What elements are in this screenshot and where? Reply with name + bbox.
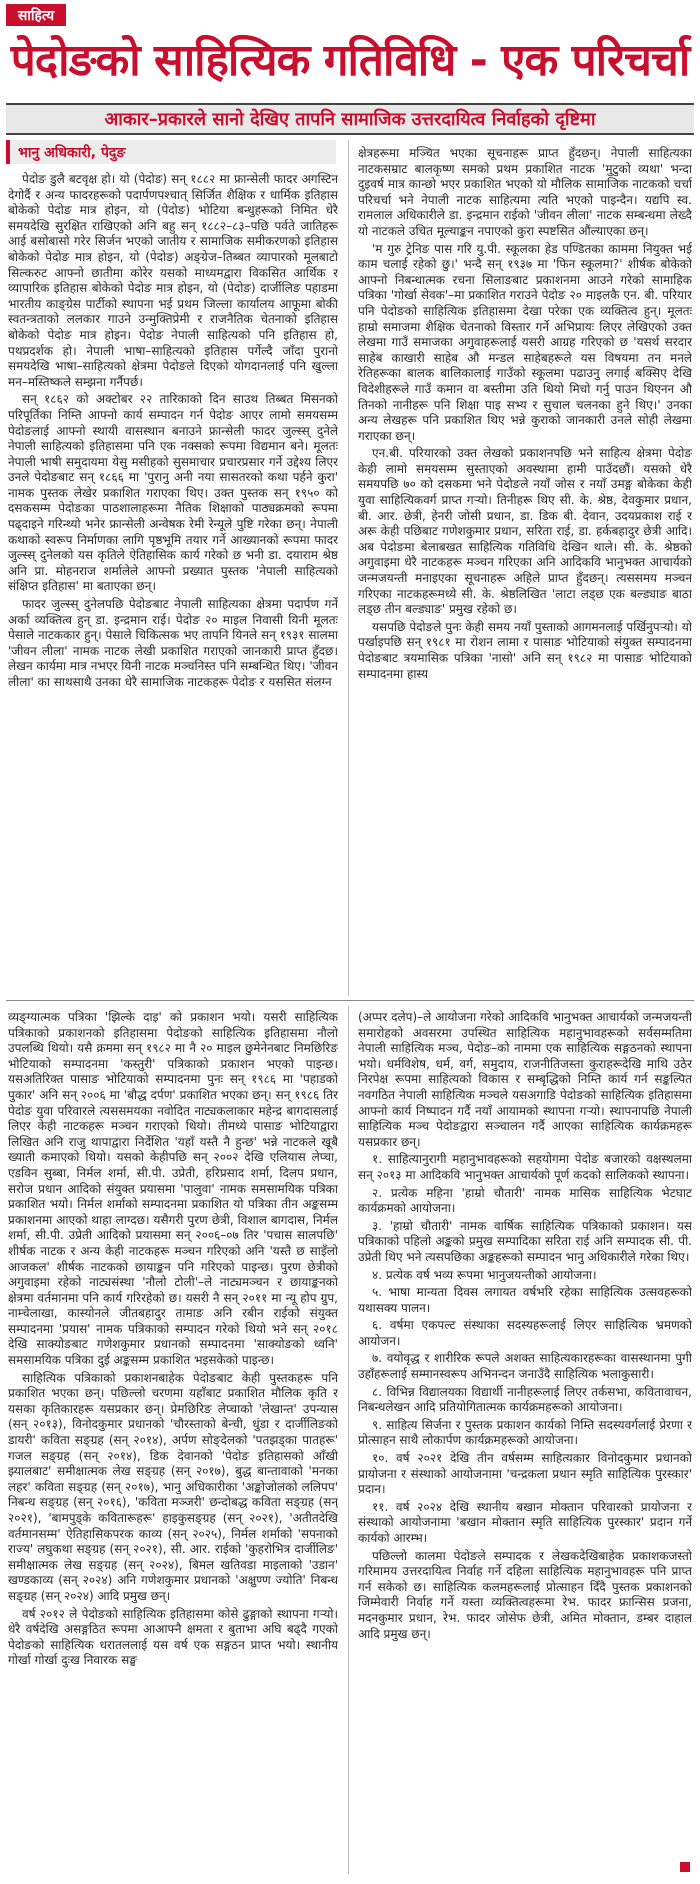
paragraph: पछिल्लो कालमा पेदोङले सम्पादक र लेखकदेखिबाहेक प्रकाशकजस्तो गरिमामय उत्तरदायित्व निर्वाह गर्ने दहिला साहित्यिक महानुभावहरू पनि प्राप्त गर्न सकेको छ। साहित्यिक कलमहरूलाई प्रोत्साहन दिँदै पुस्तक प्रकाशनको जिम्मेवारी निर्वाह गर्ने यस्ता व्यक्तित्वहरूमा रेभ. फादर फ्रान्सिस प्रजना, मदनकुमार प्रधान, रेभ. फादर जोसेफ छेत्री, अमित मोक्तान, डम्बर दाहाल आदि प्रमुख छन्। xyxy=(358,1548,692,1641)
article-end-mark xyxy=(680,1862,690,1872)
list-item: १०. वर्ष २०२१ देखि तीन वर्षसम्म साहित्यकार विनोदकुमार प्रधानको प्रायोजना र संस्थाको आयोजनामा 'चन्द्रकला प्रधान स्मृति साहित्यिक पुरस्कार' प्रदान। xyxy=(358,1451,692,1497)
list-item: ११. वर्ष २०२४ देखि स्थानीय बखान मोक्तान परिवारको प्रायोजना र संस्थाको आयोजनामा 'बखान मोक्तान स्मृति साहित्यिक पुरस्कार' प्रदान गर्ने कार्यको आरम्भ। xyxy=(358,1499,692,1545)
column-divider xyxy=(348,1006,349,1874)
paragraph: फादर जुल्स्स् दुनेलपछि पेदोङबाट नेपाली साहित्यका क्षेत्रमा पदार्पण गर्ने अर्का व्यक्तित्व हुन् डा. इन्द्रमान राई। पेदोङ २० माइल निवासी यिनी मूलतः पेसाले नाटककार हुन्। पेसाले चिकित्सक भए तापनि यिनले सन् १९३१ सालमा 'जीवन लीला' नामक नाटक लेखी प्रकाशित गराएको जानकारी प्राप्त हुँदछ। लेखन कार्यमा मात्र नभएर यिनी नाटक मञ्चनिस्त पनि सम्बन्धित थिए। 'जीवन लीला' का साथसाथै उनका धेरै सामाजिक नाटकहरू पेदोङ र यससित संलग्न xyxy=(8,597,338,689)
list-item: ८. विभिन्न विद्यालयका विद्यार्थी नानीहरूलाई लिएर तर्कसभा, कवितावाचन, निबन्धलेखन आदि प्रतियोगितात्मक कार्यक्रमहरूको आयोजना। xyxy=(358,1384,692,1415)
list-item: ५. भाषा मान्यता दिवस लगायत वर्षभरि रहेका साहित्यिक उत्सवहरूको यथासक्य पालन। xyxy=(358,1285,692,1315)
list-item: ४. प्रत्येक वर्ष भव्य रूपमा भानुजयन्तीको आयोजना। xyxy=(372,1267,597,1282)
column-divider xyxy=(348,140,349,996)
paragraph: 'म गुरु ट्रेनिङ पास गरि यु.पी. स्कूलका हेड पण्डितका काममा नियुक्त भई काम चलाई रहेको छु।' भन्दै सन् १९३७ मा 'फिन स्कूलमा?' शीर्षक बोकेको आफ्नो निबन्धात्मक रचना सिलाङबाट प्रकाशनमा आउने गरेको सामाहिक पत्रिका 'गोर्खा सेवक'–मा प्रकाशित गराउने पेदोङ २० माइलकै एन. बी. परियार पनि पेदोङको साहित्यिक इतिहासमा देखा परेका एक व्यक्तित्व हुन्। मूलतः हाम्रो समाजमा शैक्षिक चेतनाको विस्तार गर्ने अभिप्रायः लिएर लेखिएको उक्त लेखमा गाउँ समाजका अगुवाहरूलाई यसरी आग्रह गरिएको छ 'यसर्थ सरदार साहेब काखारी साहेब औ मन्डल साहेबहरूले यस विषयमा तन मनले रेतिहरूका बालक बालिकालाई गाउँको स्कूलमा पढाउनु लगाई बक्सिए देखि विदेशीहरूले गाउँ कमान वा बस्तीमा उति थियो मिचो गर्नु पाउन थिएनन औ तिनको नानीहरू पनि शिक्षा पाइ सभ्य र सुचाल चलनका हुने थिए।' उनका अन्य लेखहरू पनि प्रकाशित थिए भन्ने कुराको जानकारी उनले सोही लेखमा गराएका छन्। xyxy=(358,241,692,443)
list-item: ३. 'हाम्रो चौतारी' नामक वार्षिक साहित्यिक पत्रिकाको प्रकाशन। यस पत्रिकाको पहिलो अङ्कको प्रमुख सम्पादिका सरिता राई अनि सम्पादक सी. पी. उप्रेती थिए भने त्यसपछिका अङ्कहरूको सम्पादन भानु अधिकारीले गरेका थिए। xyxy=(358,1218,692,1264)
list-item: ६. वर्षमा एकपल्ट संस्थाका सदस्यहरूलाई लिएर साहित्यिक भ्रमणको आयोजन। xyxy=(358,1318,692,1348)
paragraph: एन.बी. परियारको उक्त लेखको प्रकाशनपछि भने साहित्य क्षेत्रमा पेदोङ केही लामो समयसम्म सुस्ताएको अवस्थामा हामी पाउँदछौं। यसको धेरै समयपछि ७० को दसकमा भने पेदोङले नयाँ जोस र नयाँ उमङ्ग बोकेका केही युवा साहित्यिकवर्ग प्राप्त गऱ्यो। तिनीहरू थिए सी. के. श्रेष्ठ, देवकुमार प्रधान, बी. आर. छेत्री, हेनरी जोसी प्रधान, डा. डिक बी. देवान, उदयप्रकाश राई र अरू केही पछिबाट गणेशकुमार प्रधान, सरिता राई, डा. हर्कबहादुर छेत्री आदि। अब पेदोङमा बेलाबखत साहित्यिक गतिविधि देखिन थाले। सी. के. श्रेष्ठको अगुवाइमा धेरै नाटकहरू मञ्चन गरिएका अनि आदिकवि भानुभक्त आचार्यको जन्मजयन्ती मनाइएका सूचनाहरू अहिले प्राप्त हुँदछन्। त्यससमय मञ्चन गरिएका नाटकहरूमध्ये सी. के. श्रेष्ठलिखित 'लाटा लड्छ एक बल्ड्याङ बाठा लड्छ तीन बल्ड्याङ' प्रमुख रहेको छ। xyxy=(358,446,692,617)
list-item: ७. वयोवृद्ध र शारीरिक रूपले अशक्त साहित्यकारहरूका वासस्थानमा पुगी उहाँहरूलाई सम्मानस्वरूप अभिनन्दन जनाउँदै साहित्यिक भलाकुसारी। xyxy=(358,1351,692,1382)
article-column-1 xyxy=(8,172,338,992)
section-divider xyxy=(6,1000,694,1001)
article-title: पेदोङको साहित्यिक गतिविधि - एक परिचर्चा xyxy=(10,35,690,86)
paragraph: (अप्पर दलेप)–ले आयोजना गरेको आदिकवि भानुभक्त आचार्यको जन्मजयन्ती समारोहको अवसरमा उपस्थित साहित्यिक महानुभावहरूको सर्वसम्मतिमा नेपाली साहित्यिक मञ्च, पेदोङ–को नाममा एक साहित्यिक सङ्गठनको स्थापना भयो। धर्मविशेष, धर्म, वर्ग, समुदाय, राजनीतिजस्ता कुराहरूदेखि माथि उठेर निरपेक्ष रूपमा साहित्यको विकास र सम्बृद्धिको निम्ति कार्य गर्न सङ्कल्पित नवगठित नेपाली साहित्यिक मञ्चले यसअगाडि पेदोङको साहित्यिक इतिहासमा आफ्नो कार्य निष्पादन गर्दै नयाँ आयामको स्थापना गऱ्यो। स्थापनापछि नेपाली साहित्यिक मञ्च पेदोङद्वारा सञ्चालन गर्दै आएका साहित्यिक कार्यक्रमहरू यसप्रकार छन्। xyxy=(358,1010,692,1149)
article-column-2 xyxy=(358,146,692,992)
section-tag: साहित्य xyxy=(6,4,66,26)
paragraph: व्यङ्ग्यात्मक पत्रिका 'झिल्के दाइ' को प्रकाशन भयो। यसरी साहित्यिक पत्रिकाको प्रकाशनको इतिहासमा पेदोङको साहित्यिक इतिहासमा नौलो उपलब्धि थियो। यसै क्रममा सन् १९८२ मा नै २० माइल छुमेनेनबाट निमछिरिङ भोटियाको सम्पादनमा 'कस्तुरी' पत्रिकाको प्रकाशन भएको पाइन्छ। यसअतिरिक्त पासाङ भोटियाको सम्पादनमा पुनः सन् १९८६ मा 'पहाडको पुकार' अनि सन् २००६ मा 'बौद्ध दर्पण' प्रकाशित भएका छन्। सन् १९८६ तिर पेदोङ युवा परिवारले त्यससमयका नवोदित नाट्यकलाकार महेन्द्र बागदासलाई लिएर केही नाटकहरू मञ्चन गराएको थियो। तीमध्ये पासाङ भोटियाद्वारा लिखित अनि राजु थापाद्वारा निर्देशित 'यहाँ यस्तै नै हुन्छ' भन्ने नाटकले खूबै ख्याती कमाएको थियो। यसको केहीपछि सन् २००२ देखि एलियास लेप्चा, एडविन सुब्बा, निर्मल शर्मा, सी.पी. उप्रेती, हरिप्रसाद शर्मा, दिलप प्रधान, सरोज प्रधान आदिको संयुक्त प्रयासमा 'पालुवा' नामक समसामयिक पत्रिका प्रकाशित भयो। निर्मल शर्माको सम्पादनमा प्रकाशित यो पत्रिका तीन अङ्कसम्म प्रकाशनमा आएको थाहा लाग्दछ। यसैगरी पुरण छेत्री, विशाल बागदास, निर्मल शर्मा, सी.पी. उप्रेती आदिको प्रयासमा सन् २००६–०७ तिर 'पचास सालपछि' शीर्षक नाटक र अन्य केही नाटकहरू मञ्चन गरिएको अनि 'यस्तै छ साइँलो आजकल' शीर्षक नाटकको छायाङ्कन पनि गरिएको पाइन्छ। पुरण छेत्रीको अगुवाइमा रहेको नाट्यसंस्था 'नौलो टोली'–ले नाट्यमञ्चन र छायाङ्कनको क्षेत्रमा वर्तमानमा पनि कार्य गरिरहेको छ। यसरी नै सन् २०११ मा न्यू होप ग्रुप, नाम्चेलाखा, कास्योनले जीतबहादुर तामाङ अनि रबीन राईको संयुक्त सम्पादनमा 'प्रयास' नामक पत्रिकाको सम्पादन गरेको थियो भने सन् २०१८ देखि साक्योङबाट गणेशकुमार प्रधानको सम्पादनमा 'साक्योङको ध्वनि' समसामयिक पत्रिका दुई अङ्कसम्म प्रकाशित भइसकेको पाइन्छ। xyxy=(8,1010,338,1368)
article-column-4 xyxy=(358,1010,692,1870)
paragraph: पेदोङ डुलै बटवृक्ष हो। यो (पेदोङ) सन् १८८२ मा फ्रान्सेली फादर अगस्टिन देगोर्दै र अन्य फादरहरूको पदार्पणपश्चात् सिर्जित शैक्षिक र धार्मिक इतिहास बोकेको पेदोङ मात्र होइन, यो (पेदोङ) भोटिया बन्धुहरूको निमित धेरै समयदेखि सुरक्षित राखिएको अनि बहु सन् १८८२–८३–पछि पर्वते जातिहरू आई बसोबासो गरेर सिर्जन भएको जातीय र सामाजिक समीकरणको इतिहास बोकेको पेदोङ मात्र होइन, यो (पेदोङ) अङ्ग्रेज–तिब्बत व्यापारको मूलबाटो सिल्करुट आफ्नो छातीमा कोरेर यसको माध्यमद्वारा विकसित आर्थिक र व्यापारिक इतिहास बोकेको पेदोङ मात्र होइन, यो (पेदोङ) दार्जीलिङ पहाडमा भारतीय काङ्ग्रेस पार्टीको स्थापना भई प्रथम जिल्ला कार्यालय आफूमा बोकी स्वतन्त्रताको ललकार गाउने उन्मुक्तिप्रेमी र राजनैतिक चेतनाको इतिहास बोकेको पेदोङ मात्र होइन। पेदोङ नेपाली साहित्यको पनि इतिहास हो, पथप्रदर्शक हो। नेपाली भाषा–साहित्यको इतिहास पर्गेल्दै जाँदा पुरानो समयदेखि भाषा–साहित्यको क्षेत्रमा पेदोङले दिएको योगदानलाई पनि खुल्ला मन–मस्तिष्कले सम्झना गर्नैपर्छ। xyxy=(8,172,338,389)
article-column-3 xyxy=(8,1010,338,1870)
paragraph: क्षेत्रहरूमा मञ्चित भएका सूचनाहरू प्राप्त हुँदछन्। नेपाली साहित्यका नाटकसम्राट बालकृष्ण समको प्रथम प्रकाशित नाटक 'मुटुको व्यथा' भन्दा दुइवर्ष मात्र कान्छो भएर प्रकाशित भएको यो मौलिक सामाजिक नाटकको चर्चा परिचर्चा भने नेपाली नाटक साहित्यमा त्यति भएको पाइन्दैन। यद्यपि स्व. रामलाल अधिकारीले डा. इन्द्रमान राईको 'जीवन लीला' नाटक सम्बन्धमा लेख्दै यो नाटकले उचित मूल्याङ्कन नपाएको कुरा स्पष्टसित औंल्याएका छन्। xyxy=(358,146,692,238)
paragraph: सन् १८६२ को अक्टोबर २२ तारिकाको दिन साउथ तिब्बत मिसनको परिपूर्तिका निम्ति आफ्नो कार्य सम्पादन गर्न पेदोङ आएर लामो समयसम्म पेदोङलाई आफ्नो स्थायी वासस्थान बनाउने फ्रान्सेली फादर जुल्स्स् दुनेले नेपाली साहित्यको इतिहासमा पनि एक नक्सको रूपमा विद्यमान बने। मूलतः नेपाली भाषी समुदायमा येसु मसीहको सुसमाचार प्रचारप्रसार गर्ने उद्देश्य लिएर उनले पेदोङबाट सन् १८६६ मा 'पुरानु अनी नया सासतरको कथा पर्हने कुरा' नामक पुस्तक लेखेर प्रकाशित गराएका थिए। उक्त पुस्तक सन् १९५० को दसकसम्म पेदोङका पाठशालाहरूमा नैतिक शिक्षाको पाठ्यक्रमको रूपमा पढ्दाइने गरिन्थ्यो भनेर फ्रान्सेली अन्वेषक रेमी रेन्यूले पुष्टि गरेका छन्। नेपाली कथाको स्वरूप निर्माणका लागि पृष्ठभूमि तयार गर्ने आख्यानको रूपमा फादर जुल्स्स् दुनेलको यस कृतिले ऐतिहासिक कार्य गरेको छ भनी डा. दयाराम श्रेष्ठ अनि प्रा. मोहनराज शर्मालेले आफ्नो प्रख्यात पुस्तक 'नेपाली साहित्यको संक्षिप्त इतिहास' मा बताएका छन्। xyxy=(8,392,338,594)
byline: भानु अधिकारी, पेदुङ xyxy=(6,140,336,164)
paragraph: यसपछि पेदोङले पुनः केही समय नयाँ पुस्ताको आगमनलाई पर्खिनुपऱ्यो। यो पर्खाइपछि सन् १९८१ मा रोशन लामा र पासाङ भोटियाको संयुक्त सम्पादनमा पेदोङबाट त्रयमासिक पत्रिका 'नासो' अनि सन् १९८२ मा पासाङ भोटियाको सम्पादनमा हास्य xyxy=(358,619,692,681)
article-subtitle: आकार–प्रकारले सानो देखिए तापनि सामाजिक उत्तरदायित्व निर्वाहको दृष्टिमा xyxy=(6,103,694,135)
paragraph: वर्ष २०१२ ले पेदोङको साहित्यिक इतिहासमा कोसे ढुङ्गाको स्थापना गऱ्यो। धेरै वर्षदेखि असङ्गठित रूपमा आआफ्नै क्षमता र बुताभा अघि बढ्दै गएको पेदोङको साहित्यिक धरातललाई यस वर्ष एक सङ्गठन प्राप्त भयो। स्थानीय गोर्खा गोर्खा दुःख निवारक सङ्घ xyxy=(8,1606,338,1668)
list-item: १. साहित्यानुरागी महानुभावहरूको सहयोगमा पेदोङ बजारको वक्षस्थलमा सन् २०१३ मा आदिकवि भानुभक्त आचार्यको पूर्ण कदको सालिकको स्थापना। xyxy=(358,1152,692,1182)
list-item: ९. साहित्य सिर्जना र पुस्तक प्रकाशन कार्यको निम्ति सदस्यवर्गलाई प्रेरणा र प्रोत्साहन साथै लोकार्पण कार्यक्रमहरूको आयोजना। xyxy=(358,1417,692,1448)
list-item: २. प्रत्येक महिना 'हाम्रो चौतारी' नामक मासिक साहित्यिक भेटघाट कार्यक्रमको आयोजना। xyxy=(358,1185,692,1216)
paragraph: साहित्यिक पत्रिकाको प्रकाशनबाहेक पेदोङबाट केही पुस्तकहरू पनि प्रकाशित भएका छन्। पछिल्लो चरणमा यहाँबाट प्रकाशित मौलिक कृति र यसका कृतिकारहरू यसप्रकार छन्। प्रेमछिरिङ लेप्चाको 'लेखान्त' उपन्यास (सन् २०१३), विनोदकुमार प्रधानको 'चौरस्ताको बेन्ची, धुंडा र दार्जीलिङको डायरी' कविता सङ्ग्रह (सन् २०१४), अर्पण सोङ्देलको 'पतझड्का पातहरू' गजल सङ्ग्रह (सन् २०१४), डिक देवानको 'पेदोङ इतिहासको आँखी झ्यालबाट' समीक्षात्मक लेख सङ्ग्रह (सन् २०१७), बुद्ध बान्तावाको 'मनका लहर' कविता सङ्ग्रह (सन् २०१७), भानु अधिकारीका 'अङ्कोजोलको ललिपप' निबन्ध सङ्ग्रह (सन् २०१६), 'कविता मञ्जरी' छन्दोबद्ध कविता सङ्ग्रह (सन् २०२१), 'बामपुड्के कवितारूहरू' हाइकुसङ्ग्रह (सन् २०२१), 'अतीतदेखि वर्तमानसम्म' ऐतिहासिकपरक काव्य (सन् २०२५), निर्मल शर्माको 'सपनाको राज्य' लघुकथा सङ्ग्रह (सन् २०२१), सी. आर. राईको 'कुहरोभित्र दार्जीलिङ' समीक्षात्मक लेख सङ्ग्रह (सन् २०२४), बिमल खतिवडा माइलाको 'उडान' खण्डकाव्य (सन् २०२४) अनि गणेशकुमार प्रधानको 'अक्षुण्ण ज्योति' निबन्ध सङ्ग्रह (सन् २०२४) आदि प्रमुख छन्। xyxy=(8,1370,338,1603)
